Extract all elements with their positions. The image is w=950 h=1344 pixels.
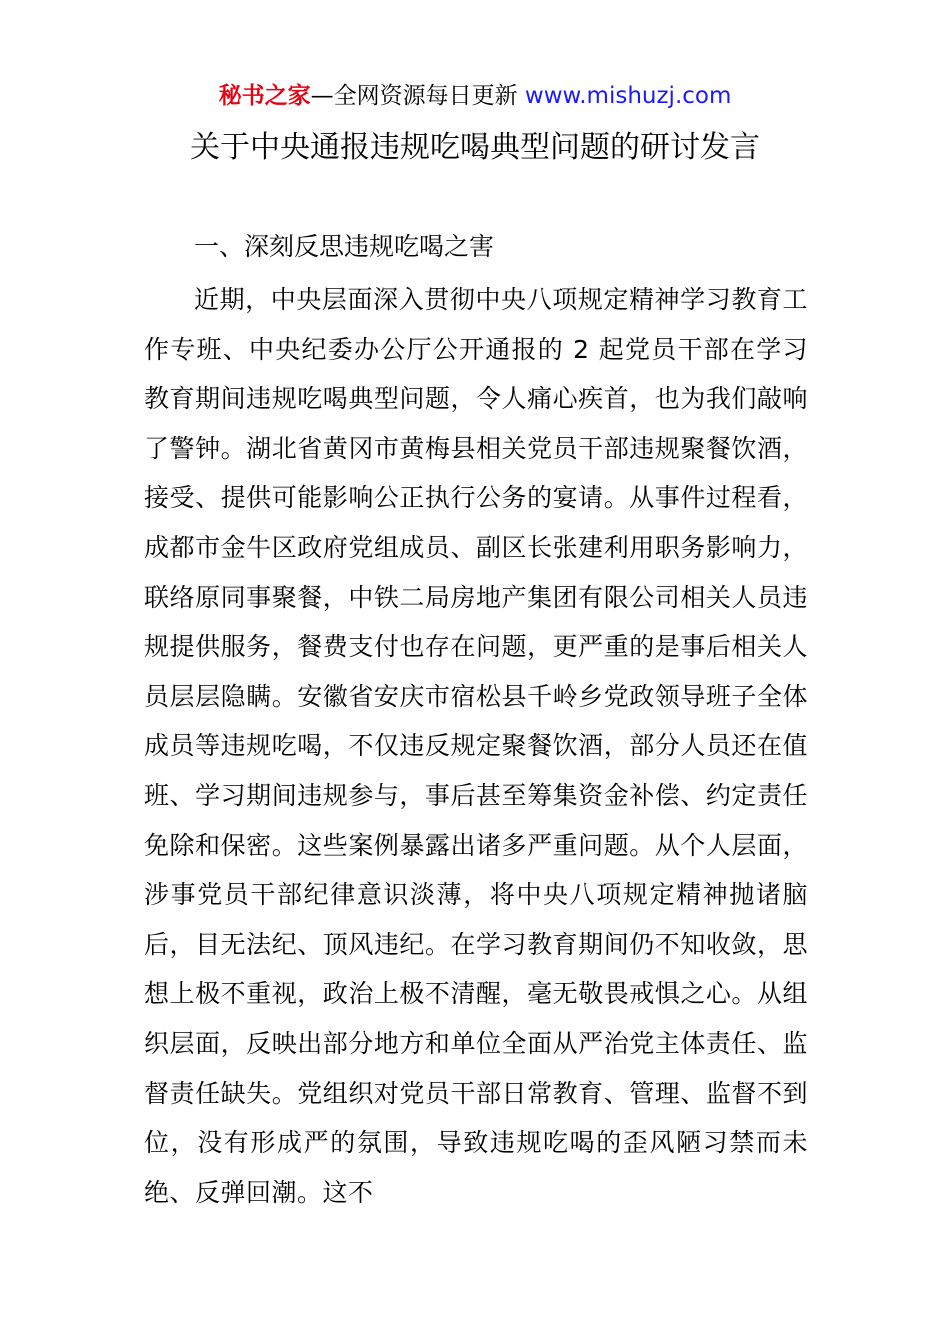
- body-paragraph: 近期，中央层面深入贯彻中央八项规定精神学习教育工作专班、中央纪委办公厅公开通报的 2 起党员干部在学习教育期间违规吃喝典型问题，令人痛心疾首，也为我们敲响了警钟。湖北省黄冈市黄梅县相关党员干部违规聚餐饮酒，接受、提供可能影响公正执行公务的宴请。从事件过程看，成都市金牛区政府党组成员、副区长张建利用职务影响力，联络原同事聚餐，中铁二局房地产集团有限公司相关人员违规提供服务，餐费支付也存在问题，更严重的是事后相关人员层层隐瞒。安徽省安庆市宿松县千岭乡党政领导班子全体成员等违规吃喝，不仅违反规定聚餐饮酒，部分人员还在值班、学习期间违规参与，事后甚至筹集资金补偿、约定责任免除和保密。这些案例暴露出诸多严重问题。从个人层面，涉事党员干部纪律意识淡薄，将中央八项规定精神抛诸脑后，目无法纪、顶风违纪。在学习教育期间仍不知收敛，思想上极不重视，政治上极不清醒，毫无敬畏戒惧之心。从组织层面，反映出部分地方和单位全面从严治党主体责任、监督责任缺失。党组织对党员干部日常教育、管理、监督不到位，没有形成严的氛围，导致违规吃喝的歪风陋习禁而未绝、反弹回潮。这不: [144, 285, 808, 1207]
- section-heading: 一、深刻反思违规吃喝之害: [194, 232, 495, 261]
- site-brand: 秘书之家: [218, 83, 311, 109]
- document-title: 关于中央通报违规吃喝典型问题的研讨发言: [190, 130, 760, 165]
- site-header: [0, 80, 950, 112]
- site-url-link[interactable]: www.mishuzj.com: [524, 83, 732, 109]
- site-tagline: —全网资源每日更新: [310, 83, 525, 109]
